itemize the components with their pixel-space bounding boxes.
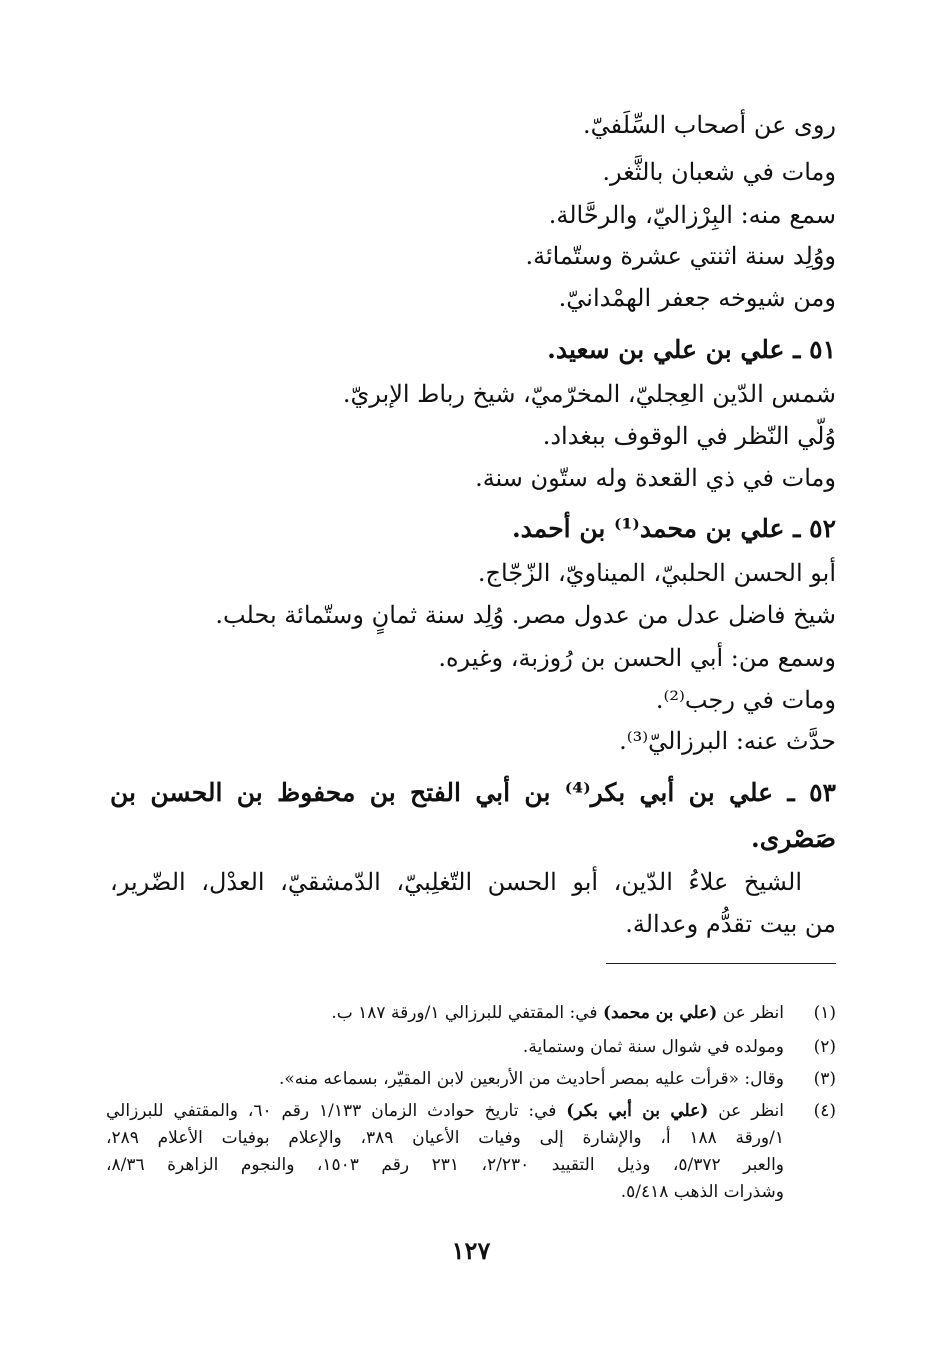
footnote-text-part: وقال: «قرأت عليه بمصر أحاديث من الأربعين لابن المقيّر، بسماعه منه».	[278, 1069, 784, 1089]
text-line: أبو الحسن الحلبيّ، الميناويّ، الزّجّاج.	[477, 559, 836, 587]
text-line: وسمع من: أبي الحسن بن رُوزبة، وغيره.	[438, 644, 836, 672]
footnote-number: (٤)	[813, 1101, 836, 1121]
entry-heading-53: ٥٣ ـ علي بن أبي بكر⁽⁴⁾ بن أبي الفتح بن محفوظ بن الحسن بن	[110, 778, 836, 807]
footnote-text-part: في: تاريخ حوادث الزمان ١/١٣٣ رقم ٦٠، والمقتفي للبرزالي	[106, 1101, 567, 1121]
text-line: ومات في شعبان بالثَّغر.	[602, 158, 836, 186]
footnote-number: (٢)	[813, 1037, 836, 1057]
footnote-text	[106, 1098, 784, 1125]
footnote-text	[106, 1034, 784, 1061]
entry-heading-53-continued: صَصْرى.	[751, 824, 836, 853]
page-number: ١٢٧	[451, 1236, 491, 1265]
text-line: الشيخ علاءُ الدّين، أبو الحسن التّغلِبيّ، الدّمشقيّ، العدْل، الضّرير،	[110, 868, 802, 896]
text-line: شيخ فاضل عدل من عدول مصر. وُلِد سنة ثمانٍ وستّمائة بحلب.	[215, 601, 836, 629]
footnote-divider	[606, 963, 836, 964]
footnote-text	[106, 1000, 784, 1027]
entry-heading-51: ٥١ ـ علي بن علي بن سعيد.	[547, 335, 836, 364]
footnote-text-part: انظر عن	[717, 1003, 784, 1023]
footnote-text: ١/ورقة ١٨٨ أ، والإشارة إلى وفيات الأعيان ٣٨٩، والإعلام بوفيات الأعلام ٢٨٩،	[106, 1128, 785, 1148]
text-line: شمس الدّين العِجليّ، المخرّميّ، شيخ رباط الإبريّ.	[342, 380, 836, 408]
footnote-number: (١)	[813, 1003, 836, 1023]
footnote-bold-title: (علي بن محمد)	[602, 1003, 718, 1023]
footnote-text	[106, 1066, 784, 1093]
text-line: ومات في رجب⁽²⁾.	[655, 686, 836, 714]
footnote-text-part: ومولده في شوال سنة ثمان وستماية.	[522, 1037, 784, 1057]
footnote-text: وشذرات الذهب ٥/٤١٨.	[620, 1182, 784, 1202]
text-line: ومات في ذي القعدة وله ستّون سنة.	[475, 464, 836, 492]
text-line: حدَّث عنه: البرزاليّ⁽³⁾.	[619, 727, 836, 755]
footnote-text-part: انظر عن	[708, 1101, 784, 1121]
footnote-bold-title: (علي بن أبي بكر)	[566, 1101, 709, 1121]
text-line: من بيت تقدُّم وعدالة.	[625, 910, 836, 938]
text-line: ووُلِد سنة اثنتي عشرة وستّمائة.	[525, 242, 836, 270]
entry-heading-52: ٥٢ ـ علي بن محمد⁽¹⁾ بن أحمد.	[511, 514, 836, 543]
text-line: روى عن أصحاب السِّلَفيّ.	[583, 111, 836, 139]
text-line: سمع منه: البِرْزاليّ، والرحَّالة.	[548, 201, 836, 229]
footnote-text: والعبر ٥/٣٧٢، وذيل التقييد ٢/٢٣٠، ٢٣١ رقم ١٥٠٣، والنجوم الزاهرة ٨/٣٦،	[106, 1155, 785, 1175]
footnote-number: (٣)	[813, 1069, 836, 1089]
text-line: وُلّي النّظر في الوقوف ببغداد.	[542, 422, 836, 450]
footnote-text-part: في: المقتفي للبرزالي ١/ورقة ١٨٧ ب.	[331, 1003, 603, 1023]
text-line: ومن شيوخه جعفر الهمْدانيّ.	[558, 284, 836, 312]
